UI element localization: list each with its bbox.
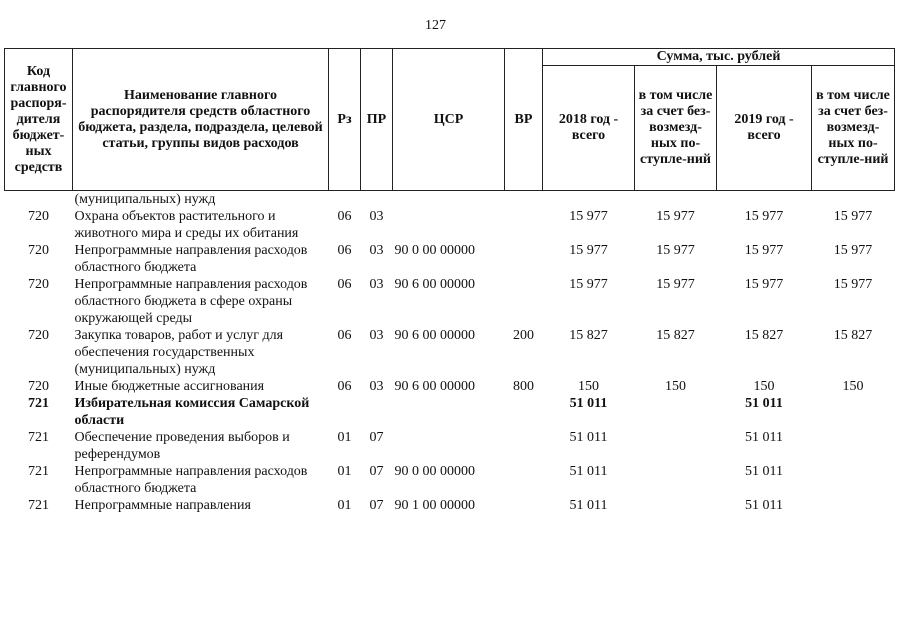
row-rz: 01 bbox=[337, 464, 352, 479]
row-code: 720 bbox=[28, 379, 49, 394]
row-rz: 01 bbox=[337, 430, 352, 445]
row-name: Обеспечение проведения выборов и референдумов bbox=[74, 430, 290, 462]
row-csr: 90 0 00 00000 bbox=[394, 243, 475, 258]
row-sum-2018: 51 011 bbox=[569, 464, 608, 479]
row-code: 721 bbox=[28, 396, 49, 411]
row-sum-2019-free: 15 977 bbox=[833, 209, 873, 224]
budget-table bbox=[4, 48, 895, 514]
row-pr: 07 bbox=[369, 430, 384, 445]
row-sum-2018-free bbox=[635, 429, 717, 463]
row-rz: 06 bbox=[337, 209, 352, 224]
row-pr bbox=[361, 395, 393, 429]
row-csr bbox=[393, 191, 505, 209]
row-csr bbox=[393, 429, 505, 463]
row-sum-2018: 15 977 bbox=[569, 277, 608, 292]
table-row bbox=[5, 208, 895, 242]
row-sum-2019: 51 011 bbox=[745, 464, 783, 479]
row-vr: 200 bbox=[513, 328, 534, 343]
row-sum-2018: 15 977 bbox=[569, 209, 608, 224]
row-sum-2018 bbox=[543, 191, 635, 209]
row-vr bbox=[505, 395, 543, 429]
header-2019-free: в том числе за счет без-возмезд-ных по-ступле-ний bbox=[812, 66, 895, 191]
row-sum-2018-free bbox=[635, 463, 717, 497]
row-name: Непрограммные направления расходов областного бюджета bbox=[74, 464, 308, 496]
row-sum-2018: 51 011 bbox=[569, 498, 608, 513]
row-vr bbox=[505, 429, 543, 463]
header-2019-total: 2019 год - всего bbox=[717, 66, 812, 191]
row-csr bbox=[393, 395, 505, 429]
row-csr: 90 1 00 00000 bbox=[394, 498, 475, 513]
row-sum-2018-free bbox=[635, 191, 717, 209]
row-sum-2019 bbox=[717, 191, 812, 209]
row-sum-2018: 51 011 bbox=[569, 396, 608, 411]
header-csr: ЦСР bbox=[393, 49, 505, 191]
table-row bbox=[5, 378, 895, 395]
row-sum-2019-free bbox=[812, 463, 895, 497]
row-sum-2019-free: 15 827 bbox=[833, 328, 873, 343]
row-sum-2019: 150 bbox=[753, 379, 775, 394]
row-pr: 03 bbox=[369, 379, 384, 394]
page-number: 127 bbox=[425, 18, 446, 33]
row-csr bbox=[393, 208, 505, 242]
row-vr bbox=[505, 242, 543, 276]
row-name: Непрограммные направления расходов областного бюджета в сфере охраны окружающей среды bbox=[74, 277, 308, 326]
header-sum: Сумма, тыс. рублей bbox=[543, 49, 895, 66]
row-sum-2018-free: 15 977 bbox=[656, 277, 695, 292]
row-rz: 06 bbox=[337, 328, 352, 343]
row-sum-2019-free: 150 bbox=[842, 379, 864, 394]
row-pr: 07 bbox=[369, 498, 384, 513]
row-sum-2018: 15 977 bbox=[569, 243, 608, 258]
row-sum-2018: 150 bbox=[578, 379, 599, 394]
row-code: 721 bbox=[28, 430, 49, 445]
row-name: Непрограммные направления bbox=[74, 498, 251, 513]
row-sum-2018-free: 15 977 bbox=[656, 209, 695, 224]
row-code: 720 bbox=[28, 277, 49, 292]
row-vr bbox=[505, 276, 543, 327]
row-sum-2019-free: 15 977 bbox=[833, 243, 873, 258]
row-name: Закупка товаров, работ и услуг для обеспечения государственных (муниципальных) нужд bbox=[74, 328, 284, 377]
row-pr: 03 bbox=[369, 209, 384, 224]
row-sum-2018-free bbox=[635, 395, 717, 429]
row-sum-2019: 51 011 bbox=[745, 498, 783, 513]
row-sum-2019-free bbox=[812, 497, 895, 514]
row-name: (муниципальных) нужд bbox=[74, 192, 216, 207]
header-2018-total: 2018 год - всего bbox=[543, 66, 635, 191]
row-rz: 06 bbox=[337, 277, 352, 292]
header-vr: ВР bbox=[505, 49, 543, 191]
row-rz bbox=[329, 191, 361, 209]
row-name: Охрана объектов растительного и животного мира и среды их обитания bbox=[74, 209, 299, 241]
row-sum-2019-free bbox=[812, 395, 895, 429]
row-sum-2019: 15 827 bbox=[744, 328, 784, 343]
row-name: Непрограммные направления расходов областного бюджета bbox=[74, 243, 308, 275]
row-pr: 03 bbox=[369, 328, 384, 343]
row-pr: 03 bbox=[369, 277, 384, 292]
table-row bbox=[5, 395, 895, 429]
row-sum-2019: 15 977 bbox=[744, 209, 784, 224]
header-pr: ПР bbox=[361, 49, 393, 191]
row-sum-2018-free bbox=[635, 497, 717, 514]
header-2018-free: в том числе за счет без-возмезд-ных по-ступле-ний bbox=[635, 66, 717, 191]
row-vr bbox=[505, 463, 543, 497]
row-name: Избирательная комиссия Самарской области bbox=[74, 396, 310, 428]
table-row bbox=[5, 242, 895, 276]
row-sum-2019: 15 977 bbox=[744, 243, 784, 258]
table-row bbox=[5, 276, 895, 327]
row-sum-2019: 15 977 bbox=[744, 277, 784, 292]
row-csr: 90 0 00 00000 bbox=[394, 464, 475, 479]
row-sum-2019-free bbox=[812, 429, 895, 463]
header-rz: Рз bbox=[329, 49, 361, 191]
row-vr: 800 bbox=[513, 379, 534, 394]
row-rz: 06 bbox=[337, 379, 352, 394]
row-code: 721 bbox=[28, 498, 49, 513]
row-vr bbox=[505, 191, 543, 209]
table-row bbox=[5, 429, 895, 463]
row-pr: 03 bbox=[369, 243, 384, 258]
row-sum-2018: 51 011 bbox=[569, 430, 608, 445]
row-rz: 01 bbox=[337, 498, 352, 513]
table-body bbox=[5, 191, 895, 515]
row-sum-2019-free bbox=[812, 191, 895, 209]
header-name: Наименование главного распорядителя средств областного бюджета, раздела, подраздела, целевой статьи, группы видов расходов bbox=[73, 49, 329, 191]
row-pr bbox=[361, 191, 393, 209]
row-name: Иные бюджетные ассигнования bbox=[74, 379, 265, 394]
row-rz: 06 bbox=[337, 243, 352, 258]
row-sum-2019-free: 15 977 bbox=[833, 277, 873, 292]
row-sum-2019: 51 011 bbox=[745, 430, 783, 445]
table-row bbox=[5, 327, 895, 378]
row-csr: 90 6 00 00000 bbox=[394, 277, 475, 292]
row-code: 720 bbox=[28, 209, 49, 224]
row-csr: 90 6 00 00000 bbox=[394, 379, 475, 394]
row-sum-2018-free: 15 827 bbox=[656, 328, 695, 343]
row-vr bbox=[505, 208, 543, 242]
row-sum-2018-free: 150 bbox=[665, 379, 686, 394]
row-code bbox=[5, 191, 73, 209]
table-row bbox=[5, 191, 895, 209]
header-code: Код главного распоря-дителя бюджет-ных средств bbox=[5, 49, 73, 191]
row-rz bbox=[329, 395, 361, 429]
table-row bbox=[5, 497, 895, 514]
row-vr bbox=[505, 497, 543, 514]
row-pr: 07 bbox=[369, 464, 384, 479]
table-row bbox=[5, 463, 895, 497]
row-sum-2018-free: 15 977 bbox=[656, 243, 695, 258]
row-sum-2018: 15 827 bbox=[569, 328, 608, 343]
row-csr: 90 6 00 00000 bbox=[394, 328, 475, 343]
row-code: 721 bbox=[28, 464, 49, 479]
row-code: 720 bbox=[28, 328, 49, 343]
row-code: 720 bbox=[28, 243, 49, 258]
row-sum-2019: 51 011 bbox=[745, 396, 783, 411]
